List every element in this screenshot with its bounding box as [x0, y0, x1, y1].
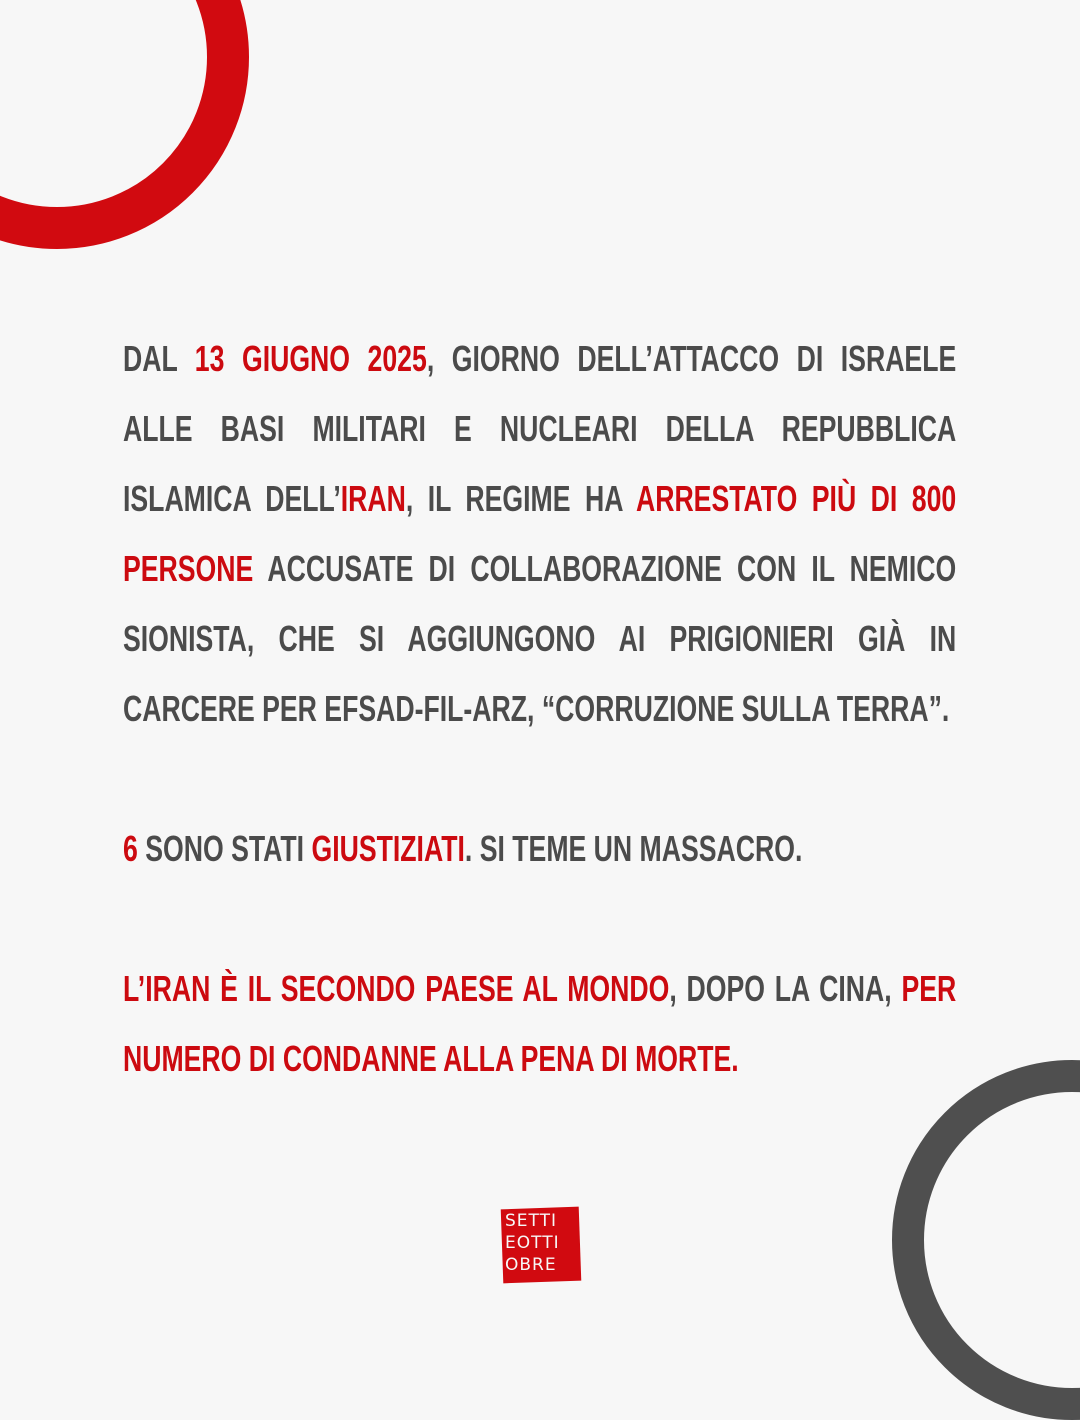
text-segment: , DOPO LA CINA,: [669, 968, 902, 1009]
highlight-date: 13 GIUGNO 2025: [194, 338, 427, 379]
paragraph-death-penalty: [123, 954, 956, 1094]
highlight-rank: L’IRAN È IL SECONDO PAESE AL MONDO: [123, 968, 670, 1009]
text-segment: ACCUSATE DI COLLABORAZIONE CON IL NEMICO SIONISTA, CHE SI AGGIUNGONO AI PRIGIONIERI GIÀ IN CARCERE PER EFSAD-FIL-ARZ, “CORRUZIONE SULLA TERRA”.: [123, 548, 957, 729]
text-segment: DAL: [123, 338, 195, 379]
highlight-iran: IRAN: [340, 478, 406, 519]
logo-line: OBRE: [505, 1255, 557, 1275]
main-text: [123, 324, 956, 1094]
highlight-arrests: ARRESTATO PIÙ DI 800 PERSONE: [123, 478, 957, 589]
paragraph-executions: [123, 814, 956, 884]
highlight-death-penalty: PER NUMERO DI CONDANNE ALLA PENA DI MORTE.: [123, 968, 957, 1079]
text-segment: SONO STATI: [137, 828, 312, 869]
logo-line: EOTTI: [505, 1233, 560, 1253]
logo-text: [505, 1210, 577, 1276]
brand-logo: [502, 1208, 580, 1282]
highlight-executed: GIUSTIZIATI: [311, 828, 465, 869]
decorative-gray-ring: [892, 1060, 1080, 1420]
highlight-count: 6: [123, 828, 138, 869]
logo-line: SETTI: [505, 1211, 558, 1231]
text-segment: , GIORNO DELL’ATTACCO DI ISRAELE ALLE BASI MILITARI E NUCLEARI DELLA REPUBBLICA ISLAMICA DELL’: [123, 338, 957, 519]
text-segment: . SI TEME UN MASSACRO.: [464, 828, 803, 869]
paragraph-arrests: [123, 324, 956, 744]
text-segment: , IL REGIME HA: [405, 478, 636, 519]
decorative-red-ring: [0, 0, 249, 249]
